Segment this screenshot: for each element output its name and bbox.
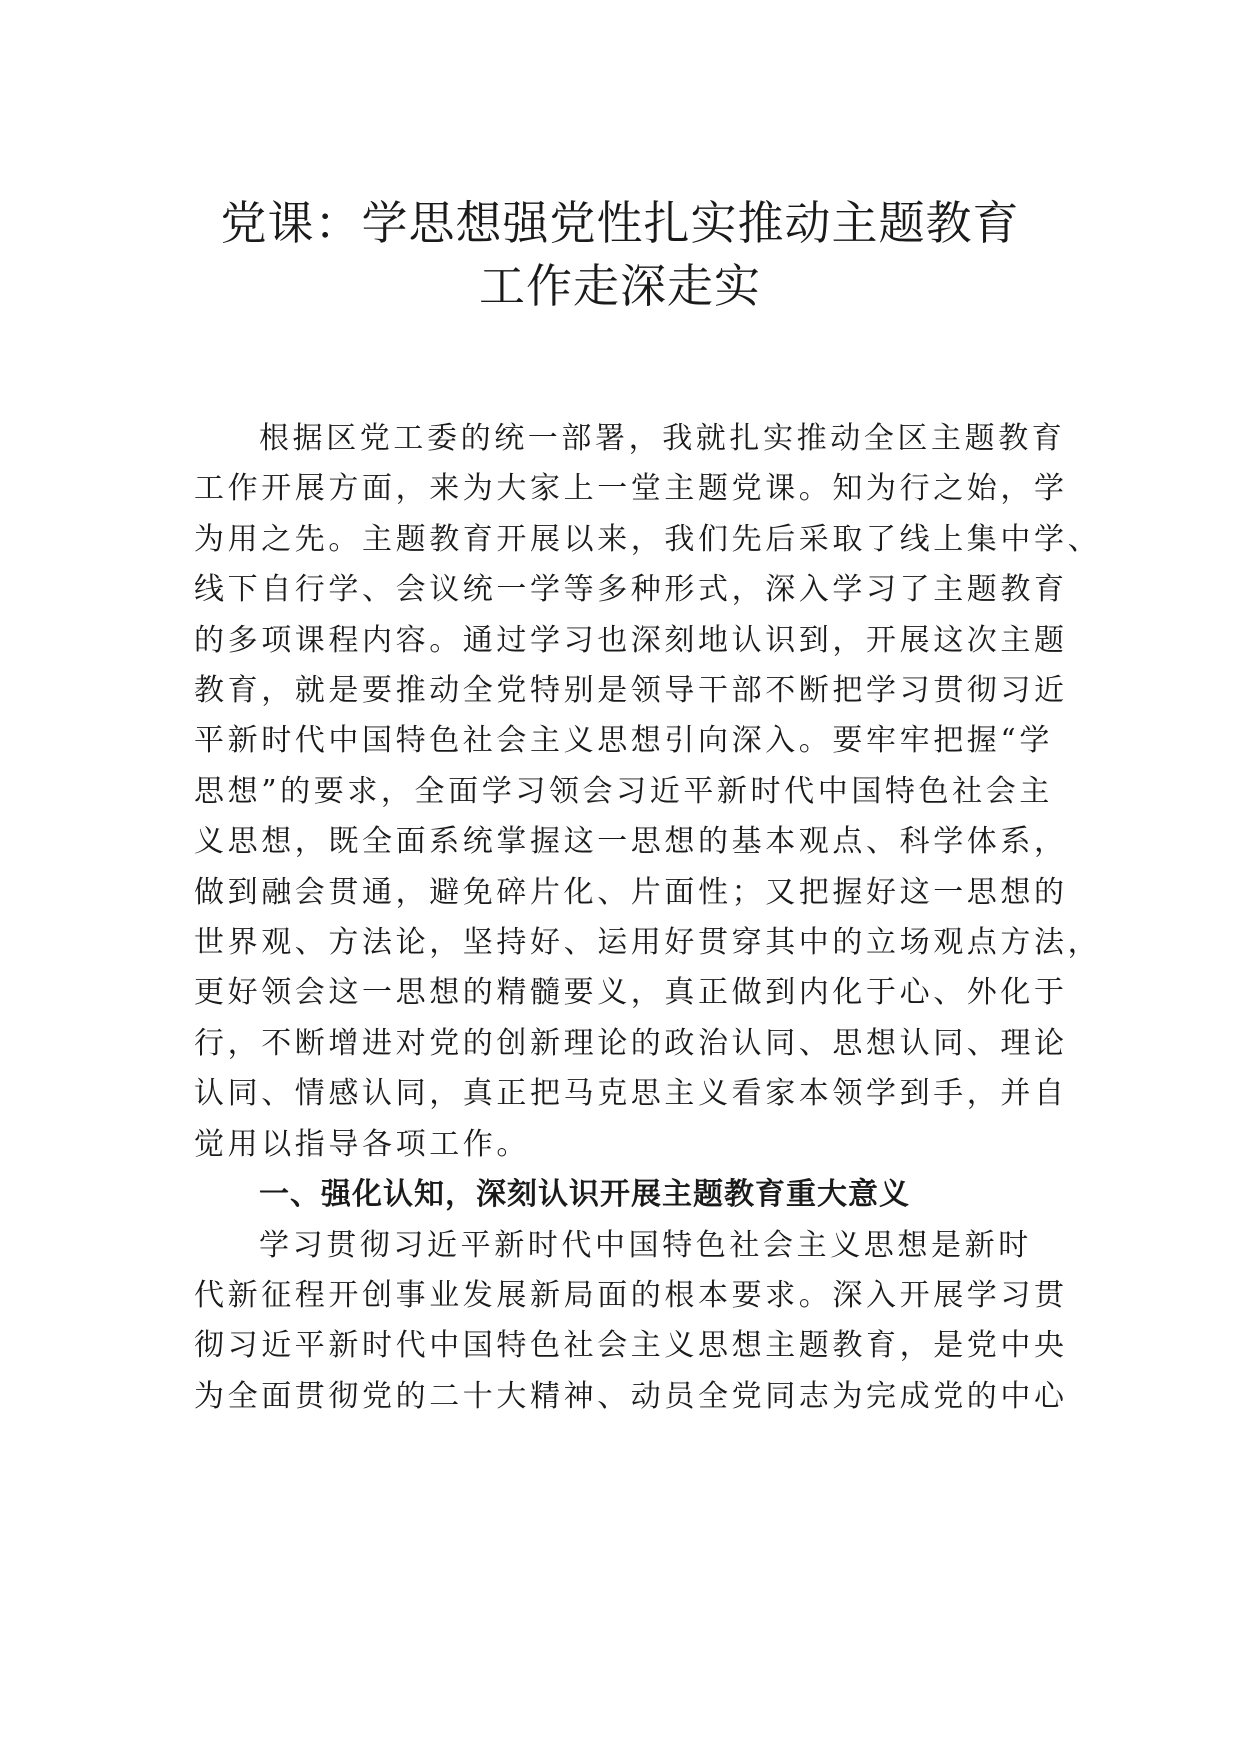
text-line: 行，不断增进对党的创新理论的政治认同、思想认同、理论: [194, 1025, 1068, 1061]
text-line: 线下自行学、会议统一学等多种形式，深入学习了主题教育: [194, 572, 1068, 608]
text-line: 代新征程开创事业发展新局面的根本要求。深入开展学习贯: [194, 1277, 1068, 1313]
document-title: [140, 192, 1100, 318]
text-line: 为全面贯彻党的二十大精神、动员全党同志为完成党的中心: [194, 1378, 1068, 1414]
text-line: 觉用以指导各项工作。: [194, 1126, 530, 1162]
text-line: 认同、情感认同，真正把马克思主义看家本领学到手，并自: [194, 1076, 1068, 1112]
text-line: 学习贯彻习近平新时代中国特色社会主义思想是新时: [259, 1227, 1032, 1263]
section-heading: 一、强化认知，深刻认识开展主题教育重大意义: [259, 1177, 910, 1213]
text-line: 世界观、方法论，坚持好、运用好贯穿其中的立场观点方法，: [194, 925, 1102, 961]
intro-paragraph: [194, 414, 1102, 1170]
text-line: 更好领会这一思想的精髓要义，真正做到内化于心、外化于: [194, 975, 1068, 1011]
text-line: 教育，就是要推动全党特别是领导干部不断把学习贯彻习近: [194, 673, 1068, 709]
document-body: [194, 414, 1102, 1422]
text-line: 思想”的要求，全面学习领会习近平新时代中国特色社会主: [194, 773, 1053, 809]
text-line: 彻习近平新时代中国特色社会主义思想主题教育，是党中央: [194, 1328, 1068, 1364]
text-line: 平新时代中国特色社会主义思想引向深入。要牢牢把握“学: [194, 723, 1053, 759]
text-line: 工作开展方面，来为大家上一堂主题党课。知为行之始，学: [194, 471, 1068, 507]
text-line: 为用之先。主题教育开展以来，我们先后采取了线上集中学、: [194, 521, 1102, 557]
title-line: 工作走深走实: [479, 259, 761, 313]
title-line: 党课：学思想强党性扎实推动主题教育: [220, 196, 1020, 250]
text-line: 根据区党工委的统一部署，我就扎实推动全区主题教育: [259, 421, 1066, 456]
text-line: 的多项课程内容。通过学习也深刻地认识到，开展这次主题: [194, 622, 1068, 658]
text-line: 做到融会贯通，避免碎片化、片面性；又把握好这一思想的: [194, 874, 1068, 910]
section-paragraph: [194, 1221, 1068, 1423]
text-line: 义思想，既全面系统掌握这一思想的基本观点、科学体系，: [194, 824, 1068, 860]
